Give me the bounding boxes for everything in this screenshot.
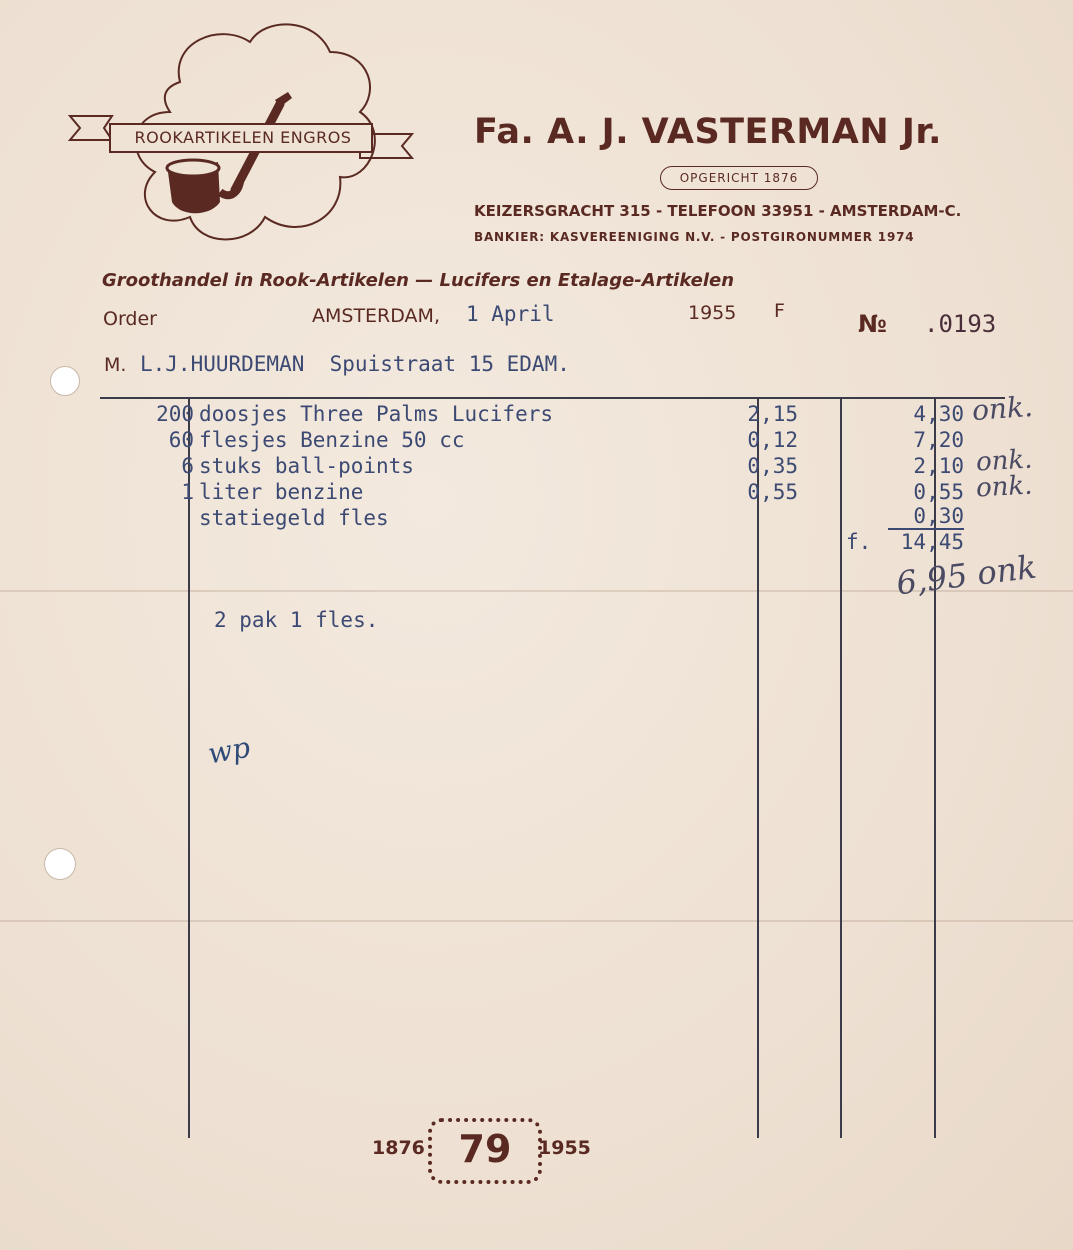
year: 1955 xyxy=(688,302,737,324)
item-qty: 60 xyxy=(168,428,194,452)
item-amount: 0,30 xyxy=(913,504,964,528)
item-desc: flesjes Benzine 50 cc xyxy=(199,428,465,452)
column-rule xyxy=(188,398,190,1138)
item-price: 0,35 xyxy=(747,454,798,478)
city-label: AMSTERDAM, xyxy=(312,305,440,327)
handwritten-total-note: 6,95 onk xyxy=(894,547,1039,603)
item-price: 2,15 xyxy=(747,402,798,426)
f-label: F xyxy=(774,300,785,322)
founded-badge: OPGERICHT 1876 xyxy=(660,166,818,190)
punch-hole xyxy=(44,848,76,880)
total-prefix: f. xyxy=(846,530,872,554)
item-amount: 2,10 xyxy=(913,454,964,478)
item-qty: 6 xyxy=(181,454,194,478)
tagline: Groothandel in Rook-Artikelen — Lucifers en Etalage-Artikelen xyxy=(102,270,735,291)
order-label: Order xyxy=(103,308,157,330)
logo-banner-text: ROOKARTIKELEN ENGROS xyxy=(134,128,352,147)
jubilee-badge-number: 79 xyxy=(458,1127,512,1171)
date-typed: 1 April xyxy=(466,302,555,326)
item-price: 0,55 xyxy=(747,480,798,504)
item-amount: 7,20 xyxy=(913,428,964,452)
item-amount: 4,30 xyxy=(913,402,964,426)
item-qty: 1 xyxy=(181,480,194,504)
company-name: Fa. A. J. VASTERMAN Jr. xyxy=(474,112,942,152)
initials: wp xyxy=(205,730,253,771)
number-sign: № xyxy=(858,310,887,338)
jubilee-left-year: 1876 xyxy=(372,1137,425,1159)
column-rule xyxy=(840,398,842,1138)
jubilee-right-year: 1955 xyxy=(538,1137,591,1159)
item-price: 0,12 xyxy=(747,428,798,452)
customer-prefix: M. xyxy=(104,354,127,376)
item-qty: 200 xyxy=(156,402,194,426)
column-rule xyxy=(757,398,759,1138)
item-note: onk. xyxy=(970,389,1034,428)
item-note: onk. xyxy=(975,470,1034,504)
remark: 2 pak 1 fles. xyxy=(214,608,379,632)
invoice-number: .0193 xyxy=(924,310,997,338)
item-note: onk. xyxy=(975,444,1034,478)
item-desc: doosjes Three Palms Lucifers xyxy=(199,402,554,426)
item-desc: stuks ball-points xyxy=(199,454,414,478)
item-desc: liter benzine xyxy=(199,480,364,504)
address-line: KEIZERSGRACHT 315 - TELEFOON 33951 - AMSTERDAM-C. xyxy=(474,202,962,220)
item-desc: statiegeld fles xyxy=(199,506,389,530)
total-value: 14,45 xyxy=(900,530,964,554)
customer-name: L.J.HUURDEMAN Spuistraat 15 EDAM. xyxy=(140,352,570,376)
punch-hole xyxy=(50,366,80,396)
item-amount: 0,55 xyxy=(913,480,964,504)
bank-line: BANKIER: KASVEREENIGING N.V. - POSTGIRONUMMER 1974 xyxy=(474,230,915,244)
table-top-rule xyxy=(100,397,1005,399)
paper-fold xyxy=(0,920,1073,922)
